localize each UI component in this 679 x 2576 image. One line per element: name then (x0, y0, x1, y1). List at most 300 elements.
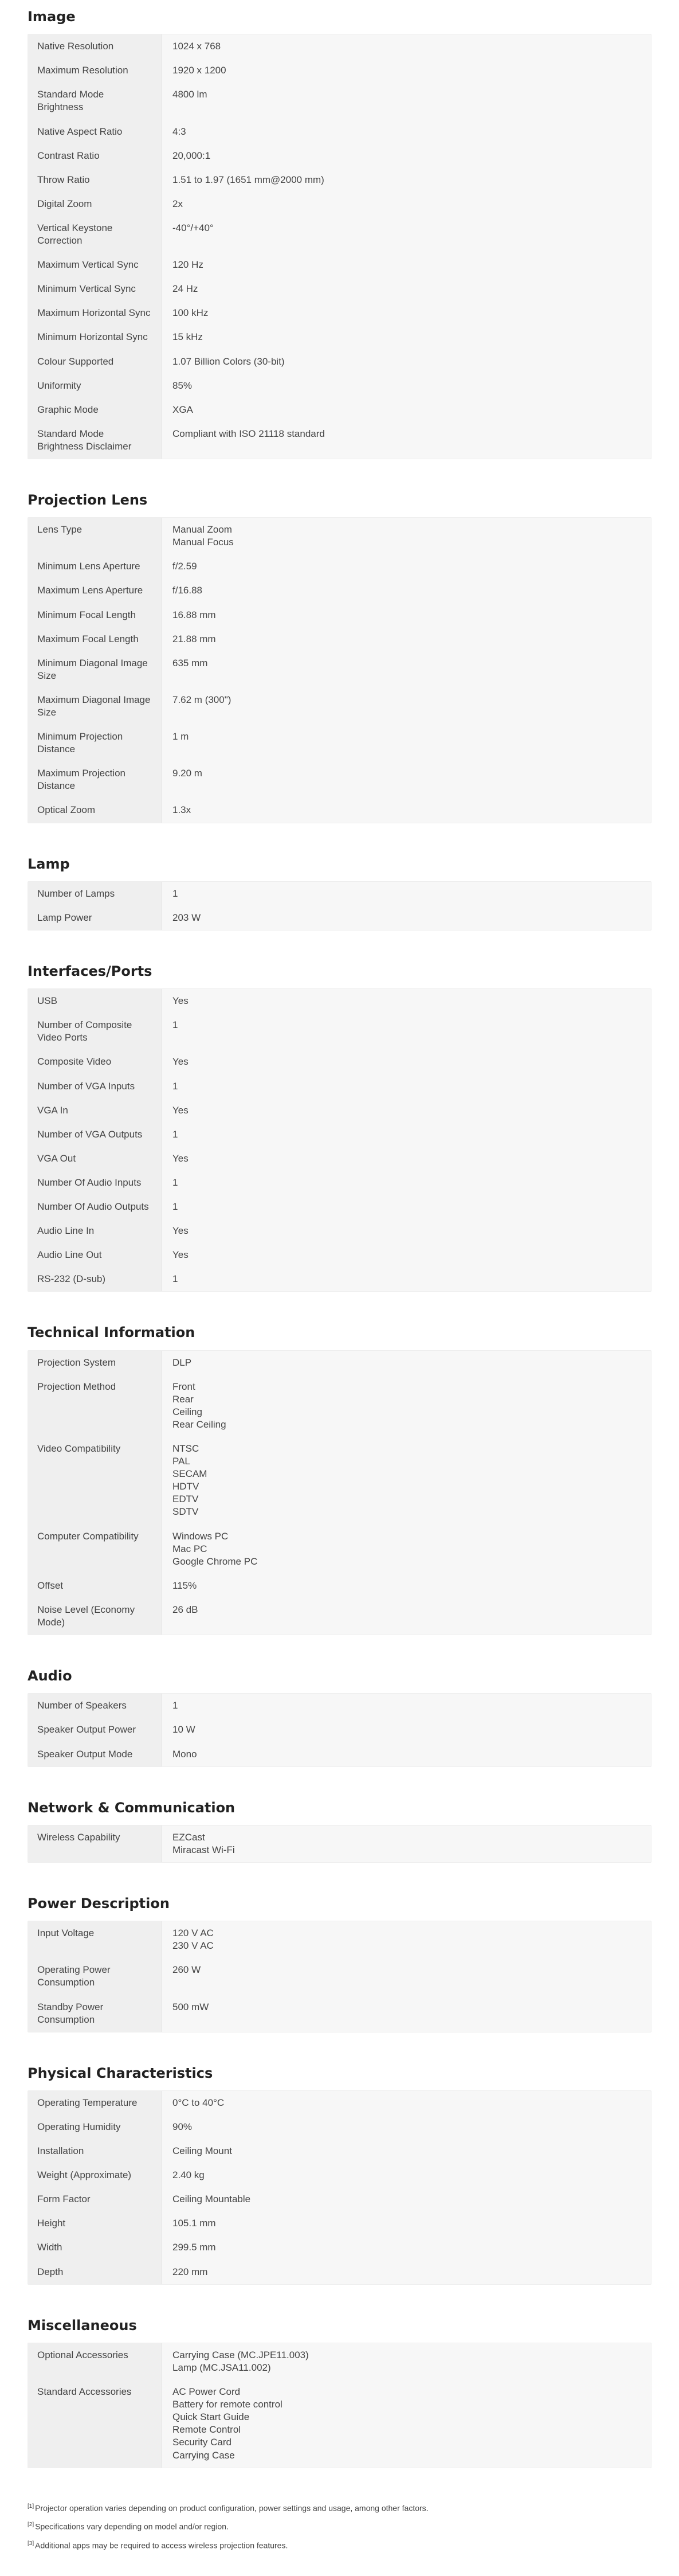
spec-value-line: 230 V AC (172, 1940, 214, 1952)
spec-section (28, 0, 651, 459)
spec-label: Number of VGA Outputs (28, 1123, 162, 1147)
section-title: Technical Information (28, 1324, 195, 1341)
spec-table (28, 517, 651, 823)
spec-section (28, 1659, 651, 1766)
spec-row (28, 253, 651, 277)
spec-value-line: Ceiling Mountable (172, 2194, 251, 2205)
spec-value-line: Front (172, 1381, 195, 1392)
spec-value (162, 58, 651, 83)
spec-value (162, 2235, 651, 2260)
spec-value-line: Miracast Wi-Fi (172, 1844, 235, 1855)
spec-row (28, 325, 651, 349)
spec-label: Video Compatibility (28, 1437, 162, 1525)
spec-value-line: 90% (172, 2121, 193, 2132)
spec-label: Contrast Ratio (28, 144, 162, 168)
spec-row (28, 1958, 651, 1995)
spec-value (162, 168, 651, 192)
spec-value-line: Mono (172, 1748, 197, 1760)
spec-value (162, 989, 651, 1013)
spec-row (28, 989, 651, 1013)
spec-row (28, 2115, 651, 2139)
spec-label: Minimum Lens Aperture (28, 554, 162, 578)
spec-value-line: PAL (172, 1456, 190, 1467)
spec-value-line: 24 Hz (172, 283, 198, 295)
footnote (28, 2540, 651, 2551)
spec-value-line: 20,000:1 (172, 150, 211, 161)
spec-label: Throw Ratio (28, 168, 162, 192)
footnote-text: Specifications vary depending on model and/or region. (35, 2522, 229, 2532)
spec-value-line: Compliant with ISO 21118 standard (172, 428, 325, 439)
spec-value-line: 7.62 m (300") (172, 694, 231, 705)
spec-value-line: 21.88 mm (172, 633, 216, 644)
footnote-text: Additional apps may be required to access wireless projection features. (35, 2540, 288, 2550)
spec-value-line: 10 W (172, 1724, 195, 1735)
spec-section (28, 847, 651, 931)
spec-row (28, 1013, 651, 1050)
spec-label: Vertical Keystone Correction (28, 216, 162, 253)
spec-table (28, 988, 651, 1292)
spec-value (162, 1826, 651, 1862)
spec-row (28, 1123, 651, 1147)
spec-value-line: 26 dB (172, 1604, 198, 1615)
spec-label: RS-232 (D-sub) (28, 1267, 162, 1291)
spec-value (162, 688, 651, 725)
spec-value (162, 906, 651, 930)
spec-row (28, 906, 651, 930)
spec-label: VGA Out (28, 1147, 162, 1171)
spec-value-line: 120 V AC (172, 1928, 214, 1939)
spec-value (162, 554, 651, 578)
spec-value-line: 500 mW (172, 2001, 209, 2012)
spec-value (162, 1074, 651, 1099)
spec-row (28, 34, 651, 58)
spec-label: Uniformity (28, 374, 162, 398)
spec-label: Number of Speakers (28, 1694, 162, 1718)
spec-label: Weight (Approximate) (28, 2163, 162, 2187)
spec-value-line: 115% (172, 1580, 197, 1591)
spec-value-line: Rear Ceiling (172, 1418, 226, 1430)
spec-row (28, 1921, 651, 1958)
spec-value (162, 1742, 651, 1766)
spec-label: Colour Supported (28, 350, 162, 374)
spec-row (28, 798, 651, 822)
spec-label: Minimum Diagonal Image Size (28, 651, 162, 688)
spec-label: Standard Accessories (28, 2380, 162, 2468)
spec-label: Minimum Vertical Sync (28, 277, 162, 301)
spec-value-line: 1 (172, 1201, 178, 1212)
spec-value (162, 1267, 651, 1291)
spec-label: Digital Zoom (28, 192, 162, 216)
spec-value (162, 1013, 651, 1050)
spec-value-line: 1 (172, 1700, 178, 1711)
spec-value-line: Mac PC (172, 1543, 207, 1554)
section-title: Power Description (28, 1895, 170, 1912)
spec-label: Maximum Focal Length (28, 627, 162, 651)
spec-value-line: SECAM (172, 1468, 207, 1480)
spec-row (28, 374, 651, 398)
spec-row (28, 1694, 651, 1718)
spec-value-line: 100 kHz (172, 307, 209, 319)
spec-row (28, 1525, 651, 1574)
spec-value-line: 1 (172, 1176, 178, 1188)
spec-row (28, 1437, 651, 1525)
spec-label: VGA In (28, 1099, 162, 1123)
footnote (28, 2521, 651, 2532)
spec-label: Standard Mode Brightness (28, 83, 162, 119)
spec-value-line: 4800 lm (172, 89, 207, 100)
spec-value (162, 398, 651, 422)
spec-row (28, 2139, 651, 2163)
spec-label: Maximum Resolution (28, 58, 162, 83)
spec-row (28, 1243, 651, 1267)
spec-value (162, 2163, 651, 2187)
spec-value (162, 422, 651, 459)
spec-label: Offset (28, 1574, 162, 1598)
spec-value-line: 1 (172, 1273, 178, 1285)
spec-value-line: Yes (172, 995, 189, 1007)
spec-table (28, 881, 651, 931)
spec-row (28, 578, 651, 603)
spec-value (162, 2343, 651, 2380)
section-title: Physical Characteristics (28, 2065, 213, 2081)
spec-value-line: 0°C to 40°C (172, 2097, 225, 2108)
spec-row (28, 1074, 651, 1099)
spec-row (28, 1375, 651, 1437)
spec-label: Native Aspect Ratio (28, 120, 162, 144)
spec-value-line: 1024 x 768 (172, 41, 221, 52)
spec-value (162, 1375, 651, 1437)
spec-row (28, 1826, 651, 1862)
spec-table (28, 1921, 651, 2032)
spec-row (28, 725, 651, 761)
spec-value-line: 1 (172, 1128, 178, 1140)
spec-value-line: Carrying Case (172, 2449, 235, 2461)
section-title: Image (28, 9, 76, 25)
spec-label: Form Factor (28, 2187, 162, 2211)
spec-value-line: Lamp (MC.JSA11.002) (172, 2362, 271, 2373)
footnote-text: Projector operation varies depending on product configuration, power settings and usage, among other factors. (35, 2503, 429, 2513)
spec-label: USB (28, 989, 162, 1013)
spec-value (162, 1995, 651, 2032)
section-title: Interfaces/Ports (28, 963, 152, 979)
spec-value-line: EDTV (172, 1494, 199, 1505)
spec-value (162, 1598, 651, 1635)
section-title: Miscellaneous (28, 2317, 137, 2333)
spec-label: Installation (28, 2139, 162, 2163)
spec-value-line: 220 mm (172, 2266, 208, 2277)
spec-value-line: 15 kHz (172, 331, 203, 343)
spec-row (28, 1742, 651, 1766)
spec-row (28, 603, 651, 627)
spec-value-line: 9.20 m (172, 768, 202, 779)
spec-value-line: Carrying Case (MC.JPE11.003) (172, 2349, 309, 2360)
spec-label: Audio Line In (28, 1219, 162, 1243)
spec-value (162, 144, 651, 168)
spec-value (162, 374, 651, 398)
spec-value-line: Yes (172, 1104, 189, 1116)
spec-value (162, 350, 651, 374)
spec-row (28, 1574, 651, 1598)
spec-value (162, 798, 651, 822)
spec-value-line: Ceiling (172, 1406, 202, 1417)
spec-value-line: 120 Hz (172, 259, 203, 271)
spec-value (162, 1574, 651, 1598)
spec-row (28, 651, 651, 688)
section-title: Lamp (28, 855, 70, 872)
spec-value (162, 518, 651, 554)
spec-value (162, 1123, 651, 1147)
spec-value (162, 882, 651, 906)
spec-value-line: 299.5 mm (172, 2242, 216, 2253)
spec-label: Height (28, 2211, 162, 2235)
spec-value-line: Manual Zoom (172, 524, 232, 535)
spec-row (28, 422, 651, 459)
spec-table (28, 2343, 651, 2468)
spec-value-line: 1 (172, 1080, 178, 1092)
spec-row (28, 58, 651, 83)
spec-section (28, 2309, 651, 2468)
spec-label: Number Of Audio Outputs (28, 1195, 162, 1219)
spec-value-line: 260 W (172, 1964, 201, 1976)
spec-value-line: Security Card (172, 2437, 231, 2448)
spec-value (162, 1195, 651, 1219)
spec-row (28, 398, 651, 422)
spec-value (162, 2380, 651, 2468)
spec-label: Speaker Output Mode (28, 1742, 162, 1766)
spec-value (162, 34, 651, 58)
spec-section (28, 1791, 651, 1863)
spec-row (28, 120, 651, 144)
spec-value-line: 2.40 kg (172, 2170, 205, 2181)
spec-row (28, 2091, 651, 2115)
spec-label: Wireless Capability (28, 1826, 162, 1862)
spec-value-line: 1 m (172, 731, 189, 742)
spec-section (28, 1887, 651, 2032)
spec-value-line: SDTV (172, 1506, 199, 1518)
spec-value (162, 2211, 651, 2235)
spec-row (28, 2163, 651, 2187)
spec-value-line: Yes (172, 1056, 189, 1068)
spec-value-line: EZCast (172, 1831, 205, 1843)
spec-value (162, 83, 651, 119)
spec-section (28, 2057, 651, 2285)
spec-row (28, 1718, 651, 1742)
spec-label: Minimum Focal Length (28, 603, 162, 627)
spec-row (28, 1267, 651, 1291)
spec-row (28, 2380, 651, 2468)
spec-label: Number of Lamps (28, 882, 162, 906)
spec-label: Graphic Mode (28, 398, 162, 422)
spec-value (162, 1147, 651, 1171)
spec-row (28, 2260, 651, 2284)
spec-section (28, 955, 651, 1292)
spec-row (28, 1195, 651, 1219)
spec-row (28, 1171, 651, 1195)
spec-label: Maximum Vertical Sync (28, 253, 162, 277)
spec-value-line: 4:3 (172, 126, 186, 137)
spec-label: Optical Zoom (28, 798, 162, 822)
spec-label: Depth (28, 2260, 162, 2284)
spec-value (162, 277, 651, 301)
spec-value (162, 651, 651, 688)
spec-value-line: Yes (172, 1249, 189, 1261)
spec-value-line: Rear (172, 1393, 194, 1405)
spec-value (162, 325, 651, 349)
spec-row (28, 1219, 651, 1243)
spec-section (28, 1316, 651, 1635)
spec-row (28, 2187, 651, 2211)
spec-value-line: 105.1 mm (172, 2218, 216, 2229)
spec-value-line: 2x (172, 198, 183, 209)
spec-value-line: 1920 x 1200 (172, 65, 226, 76)
spec-row (28, 2343, 651, 2380)
spec-row (28, 1598, 651, 1635)
footnotes (28, 2492, 651, 2576)
spec-value (162, 1243, 651, 1267)
spec-value (162, 1171, 651, 1195)
spec-row (28, 2211, 651, 2235)
spec-label: Maximum Lens Aperture (28, 578, 162, 603)
spec-row (28, 1351, 651, 1375)
spec-label: Lens Type (28, 518, 162, 554)
spec-value-line: 85% (172, 380, 193, 391)
spec-label: Lamp Power (28, 906, 162, 930)
spec-value (162, 761, 651, 798)
spec-label: Noise Level (Economy Mode) (28, 1598, 162, 1635)
spec-value (162, 1958, 651, 1995)
spec-label: Audio Line Out (28, 1243, 162, 1267)
spec-label: Number Of Audio Inputs (28, 1171, 162, 1195)
spec-label: Maximum Diagonal Image Size (28, 688, 162, 725)
spec-value (162, 2260, 651, 2284)
spec-label: Standard Mode Brightness Disclaimer (28, 422, 162, 459)
spec-label: Operating Humidity (28, 2115, 162, 2139)
spec-value-line: 635 mm (172, 657, 208, 669)
footnote (28, 2503, 651, 2514)
section-title: Audio (28, 1668, 72, 1684)
spec-value (162, 1718, 651, 1742)
spec-row (28, 83, 651, 119)
spec-value (162, 603, 651, 627)
spec-value-line: NTSC (172, 1443, 199, 1454)
spec-row (28, 216, 651, 253)
spec-row (28, 518, 651, 554)
spec-label: Operating Temperature (28, 2091, 162, 2115)
spec-label: Maximum Horizontal Sync (28, 301, 162, 325)
spec-value (162, 1921, 651, 1958)
spec-row (28, 1995, 651, 2032)
spec-row (28, 301, 651, 325)
spec-row (28, 2235, 651, 2260)
spec-value (162, 301, 651, 325)
spec-value-line: XGA (172, 404, 193, 415)
spec-label: Projection Method (28, 1375, 162, 1437)
spec-value (162, 120, 651, 144)
section-title: Projection Lens (28, 491, 148, 508)
spec-value-line: 1.51 to 1.97 (1651 mm@2000 mm) (172, 174, 324, 185)
spec-value-line: f/2.59 (172, 561, 197, 572)
spec-value (162, 1525, 651, 1574)
spec-value (162, 2139, 651, 2163)
spec-row (28, 192, 651, 216)
spec-label: Number of VGA Inputs (28, 1074, 162, 1099)
spec-value-line: Battery for remote control (172, 2399, 282, 2410)
spec-value (162, 192, 651, 216)
spec-row (28, 1099, 651, 1123)
spec-value-line: Remote Control (172, 2424, 241, 2436)
spec-value-line: Yes (172, 1152, 189, 1164)
spec-row (28, 1147, 651, 1171)
spec-table (28, 1825, 651, 1863)
spec-label: Minimum Projection Distance (28, 725, 162, 761)
spec-value (162, 1351, 651, 1375)
spec-value-line: 16.88 mm (172, 609, 216, 620)
spec-row (28, 688, 651, 725)
spec-value-line: Yes (172, 1225, 189, 1237)
spec-value (162, 216, 651, 253)
spec-value-line: Quick Start Guide (172, 2411, 250, 2423)
spec-value (162, 725, 651, 761)
spec-value-line: HDTV (172, 1481, 199, 1492)
spec-value-line: 203 W (172, 912, 201, 923)
spec-label: Number of Composite Video Ports (28, 1013, 162, 1050)
spec-label: Minimum Horizontal Sync (28, 325, 162, 349)
spec-value-line: Manual Focus (172, 537, 234, 548)
spec-table (28, 1693, 651, 1766)
spec-row (28, 554, 651, 578)
spec-table (28, 1350, 651, 1636)
spec-label: Computer Compatibility (28, 1525, 162, 1574)
spec-row (28, 761, 651, 798)
spec-label: Composite Video (28, 1050, 162, 1074)
spec-table (28, 2090, 651, 2285)
footnote-mark: [1] (28, 2503, 34, 2509)
spec-value-line: DLP (172, 1357, 192, 1368)
spec-label: Standby Power Consumption (28, 1995, 162, 2032)
spec-value-line: Ceiling Mount (172, 2145, 232, 2157)
spec-value (162, 627, 651, 651)
spec-label: Projection System (28, 1351, 162, 1375)
spec-row (28, 168, 651, 192)
spec-row (28, 144, 651, 168)
spec-section (28, 483, 651, 823)
spec-value-line: 1.07 Billion Colors (30-bit) (172, 355, 285, 367)
spec-value (162, 1050, 651, 1074)
spec-value-line: -40°/+40° (172, 222, 214, 233)
spec-value-line: 1 (172, 1019, 178, 1031)
spec-value (162, 253, 651, 277)
spec-value-line: Windows PC (172, 1530, 229, 1542)
spec-value (162, 2115, 651, 2139)
spec-value (162, 1219, 651, 1243)
spec-label: Native Resolution (28, 34, 162, 58)
spec-value (162, 1437, 651, 1525)
spec-value (162, 2187, 651, 2211)
spec-value-line: 1.3x (172, 804, 191, 816)
spec-table (28, 34, 651, 459)
spec-value-line: AC Power Cord (172, 2386, 241, 2398)
spec-value-line: f/16.88 (172, 585, 202, 596)
spec-label: Input Voltage (28, 1921, 162, 1958)
spec-row (28, 350, 651, 374)
spec-value (162, 578, 651, 603)
spec-value-line: 1 (172, 888, 178, 899)
section-title: Network & Communication (28, 1799, 236, 1816)
spec-row (28, 1050, 651, 1074)
footnote-mark: [2] (28, 2522, 34, 2528)
spec-row (28, 627, 651, 651)
spec-label: Speaker Output Power (28, 1718, 162, 1742)
